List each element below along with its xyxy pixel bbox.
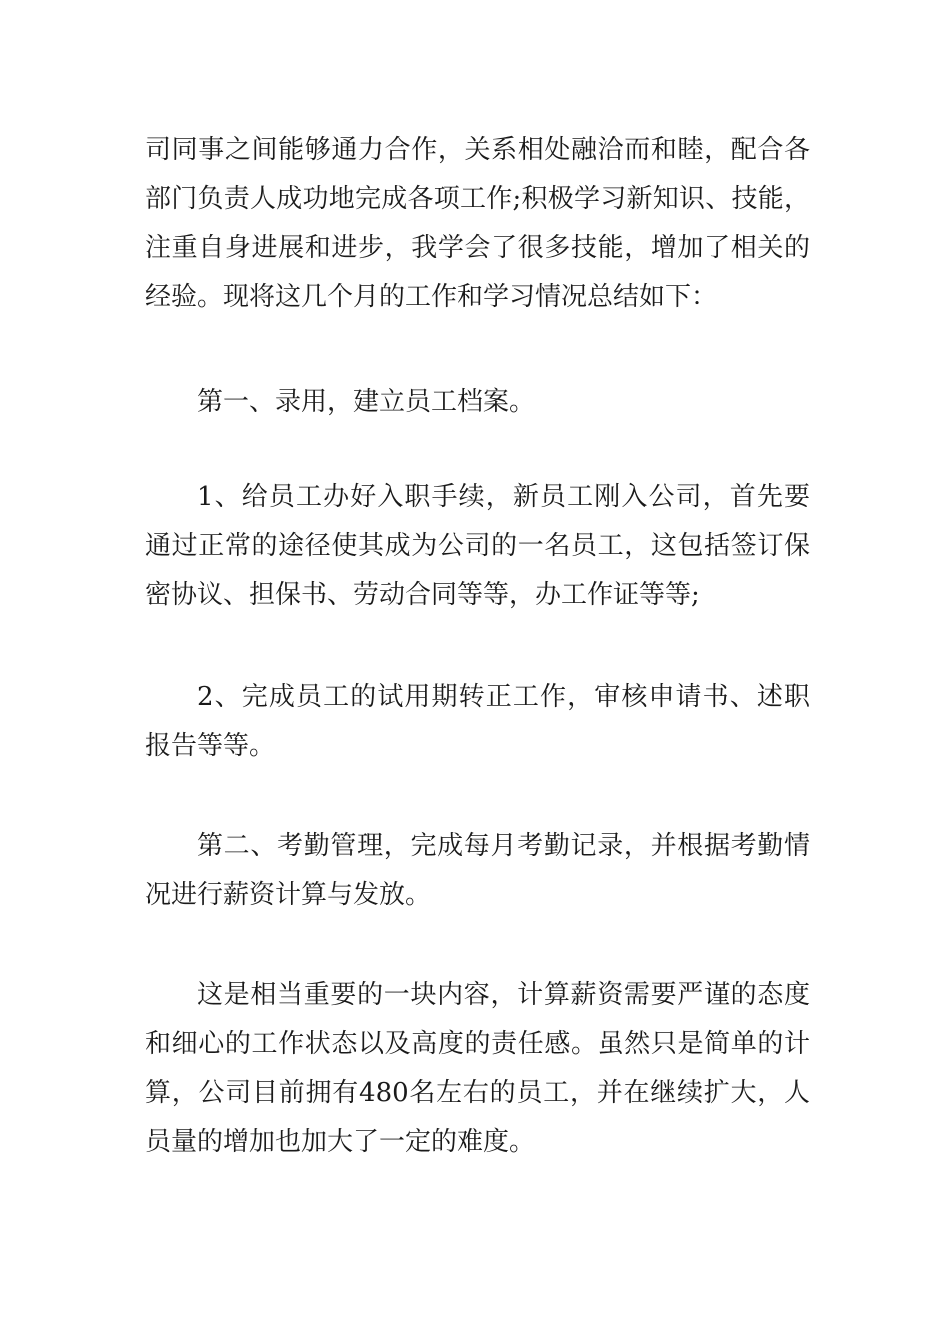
paragraph-section-one-heading: 第一、录用，建立员工档案。 bbox=[197, 387, 536, 417]
paragraph-section-two-heading: 第二、考勤管理，完成每月考勤记录，并根据考勤情况进行薪资计算与发放。 bbox=[145, 831, 810, 910]
paragraph-intro-continued: 司同事之间能够通力合作，关系相处融洽而和睦，配合各部门负责人成功地完成各项工作;积极学习新知识、技能，注重自身进展和进步，我学会了很多技能，增加了相关的经验。现将这几个月的工作和学习情况总结如下： bbox=[145, 135, 810, 312]
paragraph-item-2: 2、完成员工的试用期转正工作，审核申请书、述职报告等等。 bbox=[145, 682, 810, 761]
paragraph-salary: 这是相当重要的一块内容，计算薪资需要严谨的态度和细心的工作状态以及高度的责任感。虽然只是简单的计算，公司目前拥有480名左右的员工，并在继续扩大，人员量的增加也加大了一定的难度。 bbox=[145, 980, 810, 1157]
paragraph-item-1: 1、给员工办好入职手续，新员工刚入公司，首先要通过正常的途径使其成为公司的一名员工，这包括签订保密协议、担保书、劳动合同等等，办工作证等等; bbox=[145, 482, 810, 610]
